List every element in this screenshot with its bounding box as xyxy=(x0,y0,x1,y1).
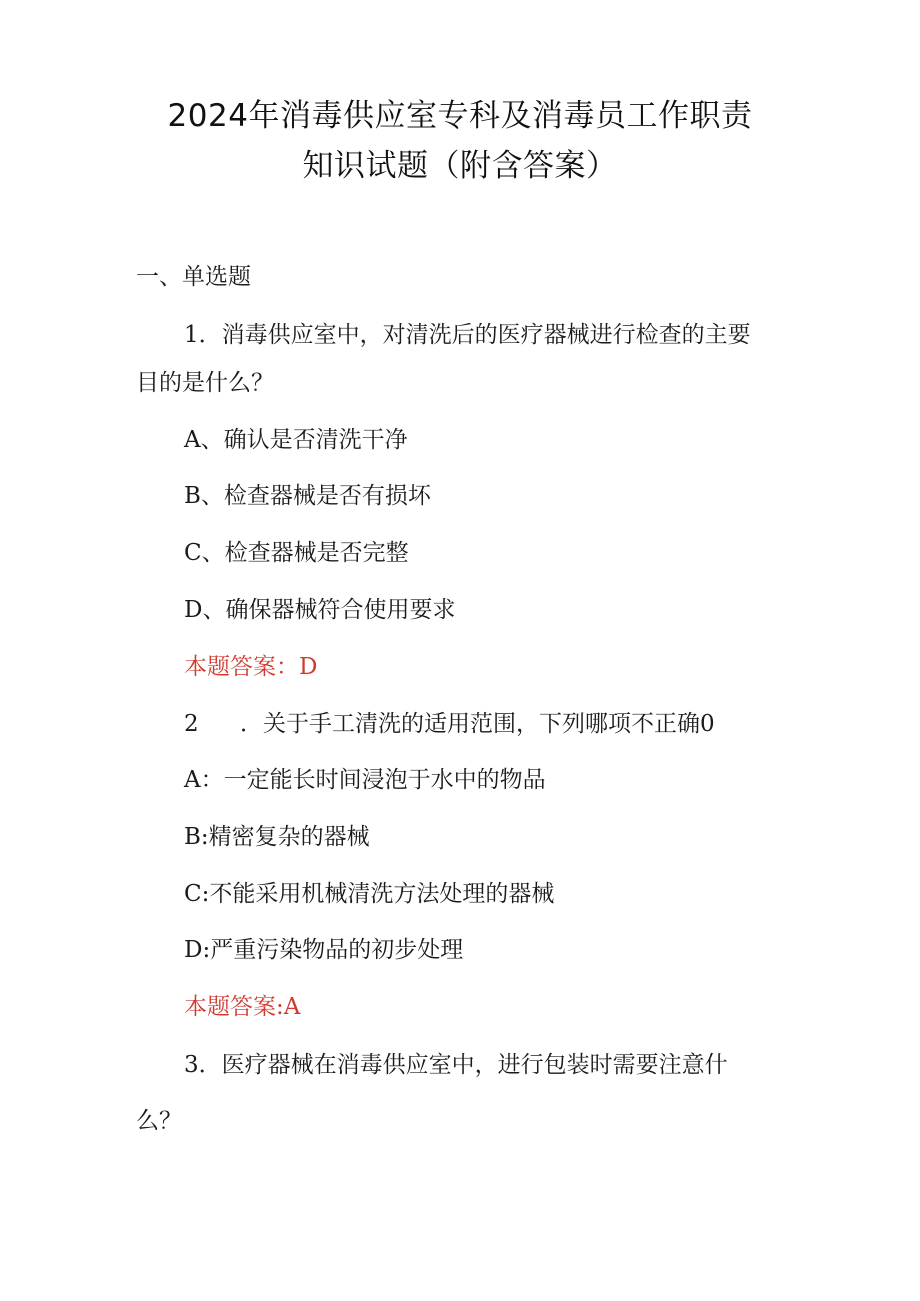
question-2-option-b: B:精密复杂的器械 xyxy=(184,824,370,850)
question-2-option-a: A：一定能长时间浸泡于水中的物品 xyxy=(184,767,546,793)
section-heading: 一、单选题 xyxy=(136,264,251,290)
question-3-text-line-2: 么？ xyxy=(136,1108,182,1134)
document-title-line-1: 2024年消毒供应室专科及消毒员工作职责 xyxy=(167,98,753,134)
question-1-text-line-1: 1．消毒供应室中，对清洗后的医疗器械进行检查的主要 xyxy=(184,322,751,348)
question-2-answer: 本题答案:A xyxy=(184,994,301,1020)
question-1-option-d: D、确保器械符合使用要求 xyxy=(184,597,456,623)
question-2-text: ．关于手工清洗的适用范围，下列哪项不正确0 xyxy=(240,711,715,737)
question-1-option-a: A、确认是否清洗干净 xyxy=(184,427,408,453)
question-1-option-b: B、检查器械是否有损坏 xyxy=(184,483,431,509)
document-title-line-2: 知识试题（附含答案） xyxy=(302,148,618,184)
question-3-text-line-1: 3．医疗器械在消毒供应室中，进行包装时需要注意什 xyxy=(184,1052,728,1078)
question-1-answer: 本题答案：D xyxy=(184,654,318,680)
question-1-option-c: C、检查器械是否完整 xyxy=(184,540,409,566)
question-2-option-c: C:不能采用机械清洗方法处理的器械 xyxy=(184,881,555,907)
question-2-number: 2 xyxy=(184,711,199,737)
question-2-option-d: D:严重污染物品的初步处理 xyxy=(184,937,464,963)
question-1-text-line-2: 目的是什么？ xyxy=(136,370,274,396)
